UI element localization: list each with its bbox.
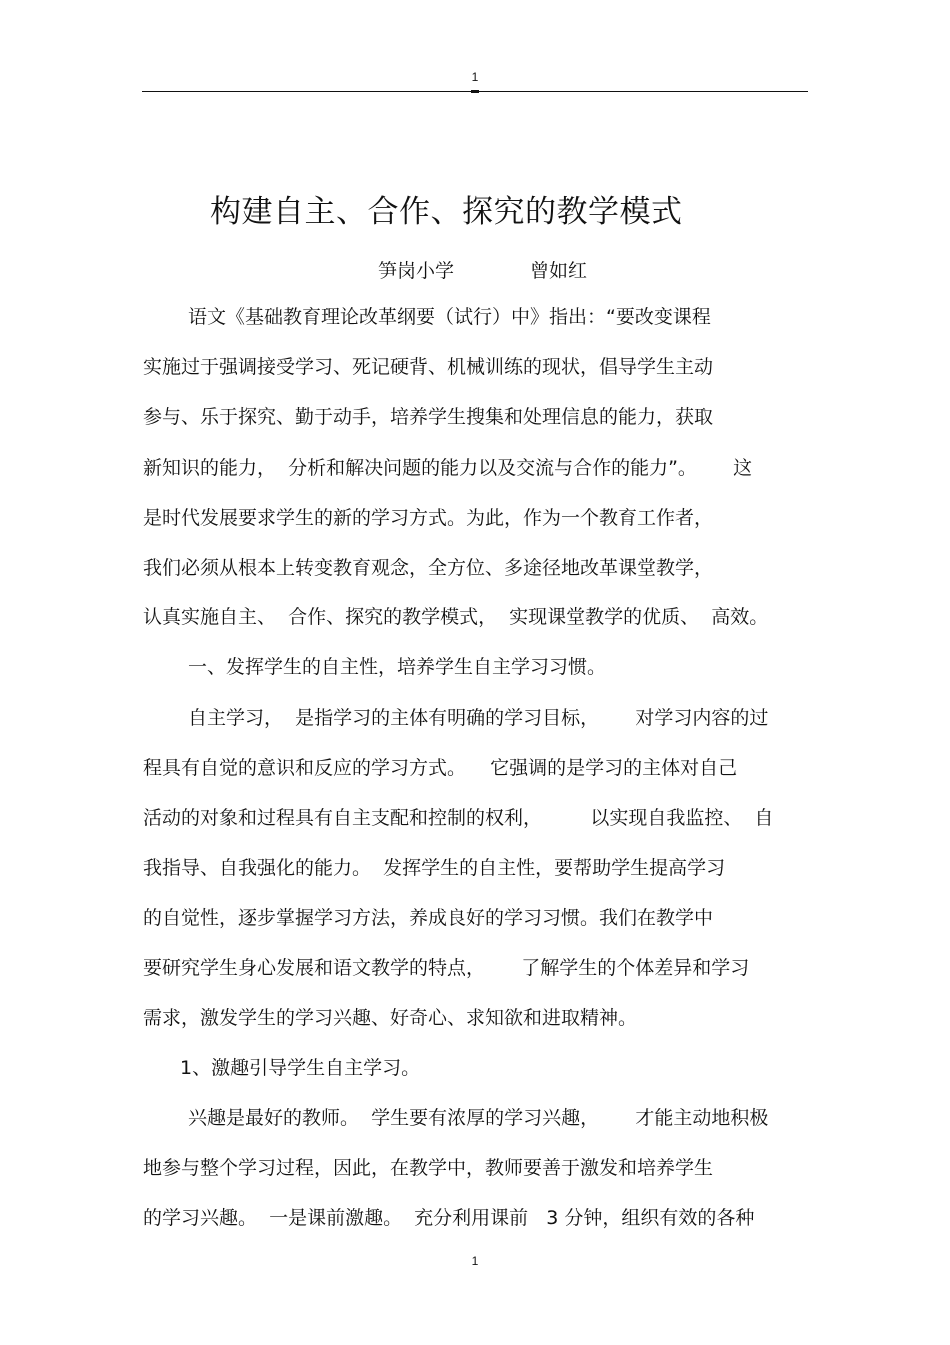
author-name: 曾如红 xyxy=(530,260,588,282)
footer-page-number: 1 xyxy=(471,1254,479,1268)
body-line: 地参与整个学习过程，因此，在教学中，教师要善于激发和培养学生 xyxy=(143,1157,714,1179)
body-line: 需求，激发学生的学习兴趣、好奇心、求知欲和进取精神。 xyxy=(143,1007,638,1029)
body-line: 程具有自觉的意识和反应的学习方式。 它强调的是学习的主体对自己 xyxy=(143,757,738,779)
body-line: 的学习兴趣。 一是课前激趣。 充分利用课前 3 分钟，组织有效的各种 xyxy=(143,1207,755,1229)
header-page-number: 1 xyxy=(471,70,479,84)
body-line: 要研究学生身心发展和语文教学的特点， 了解学生的个体差异和学习 xyxy=(143,957,750,979)
author-school: 笋岗小学 xyxy=(378,260,455,282)
subsection-heading: 1、激趣引导学生自主学习。 xyxy=(180,1057,421,1079)
body-line: 我指导、自我强化的能力。 发挥学生的自主性，要帮助学生提高学习 xyxy=(143,857,726,879)
body-line: 实施过于强调接受学习、死记硬背、机械训练的现状，倡导学生主动 xyxy=(143,356,714,378)
body-line: 新知识的能力， 分析和解决问题的能力以及交流与合作的能力”。 这 xyxy=(143,457,753,479)
body-line: 兴趣是最好的教师。 学生要有浓厚的学习兴趣， 才能主动地积极 xyxy=(188,1107,769,1129)
body-line: 的自觉性，逐步掌握学习方法，养成良好的学习习惯。我们在教学中 xyxy=(143,907,714,929)
body-line: 活动的对象和过程具有自主支配和控制的权利， 以实现自我监控、 自 xyxy=(143,807,774,829)
body-line: 认真实施自主、 合作、探究的教学模式， 实现课堂教学的优质、 高效。 xyxy=(143,606,769,628)
body-line: 参与、乐于探究、勤于动手，培养学生搜集和处理信息的能力，获取 xyxy=(143,406,714,428)
body-line: 语文《基础教育理论改革纲要（试行）中》指出：“要改变课程 xyxy=(188,306,711,328)
header-rule-mark xyxy=(471,90,479,93)
document-title: 构建自主、合作、探究的教学模式 xyxy=(210,194,683,230)
author-line xyxy=(378,256,587,283)
body-line: 自主学习， 是指学习的主体有明确的学习目标， 对学习内容的过 xyxy=(188,707,769,729)
section-heading: 一、发挥学生的自主性，培养学生自主学习习惯。 xyxy=(188,656,607,678)
body-line: 我们必须从根本上转变教育观念，全方位、多途径地改革课堂教学， xyxy=(143,557,714,579)
body-line: 是时代发展要求学生的新的学习方式。为此，作为一个教育工作者， xyxy=(143,507,714,529)
